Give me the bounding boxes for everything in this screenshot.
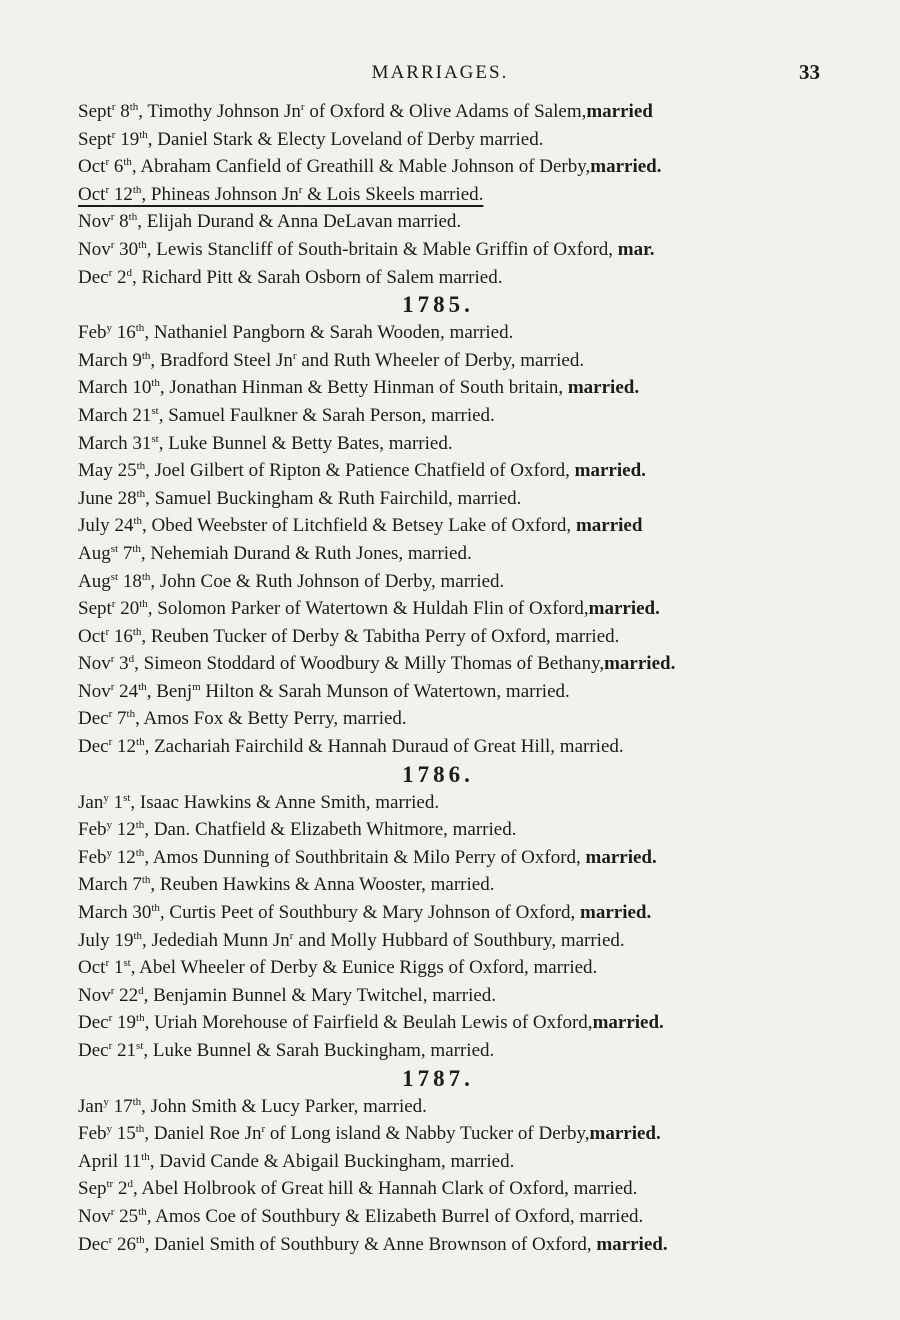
entry-month: Jan	[78, 1095, 104, 1117]
entry-day: 31	[127, 432, 152, 454]
entry-day-ordinal: th	[136, 460, 146, 473]
entry-text: , Obed Weebster of Litchfield & Betsey Lake of Oxford,	[142, 515, 576, 537]
marriage-entry	[78, 927, 838, 955]
entry-text: , Daniel Roe Jn	[144, 1123, 262, 1145]
marriage-entry	[78, 816, 838, 844]
entry-day-ordinal: th	[141, 570, 151, 583]
entry-text-continued: and Ruth Wheeler of Derby, married.	[296, 349, 585, 371]
entry-month-suffix: r	[110, 1205, 115, 1218]
entry-text: , Amos Dunning of Southbritain & Milo Perry of Oxford,	[144, 846, 586, 868]
entry-day: 7	[112, 708, 127, 730]
entry-day: 25	[112, 460, 137, 482]
entry-month: Nov	[78, 653, 111, 675]
entry-text: , David Cande & Abigail Buckingham, married.	[149, 1150, 515, 1172]
year-heading: 1786.	[402, 761, 474, 787]
entry-day: 11	[118, 1150, 142, 1172]
entry-month: Jan	[78, 791, 104, 813]
entry-text: , Solomon Parker of Watertown & Huldah Flin of Oxford,	[147, 598, 589, 620]
marriage-entry	[78, 319, 838, 347]
marriage-entry	[78, 1175, 838, 1203]
entry-month-suffix: r	[111, 101, 116, 113]
entry-month-suffix: r	[111, 598, 116, 611]
entry-month: Dec	[78, 1040, 109, 1061]
entry-name-suffix: r	[261, 1123, 266, 1136]
entry-day-ordinal: th	[135, 1123, 145, 1136]
entry-month-suffix: r	[110, 211, 115, 224]
entry-month: Dec	[78, 708, 109, 730]
entry-day-ordinal: st	[151, 404, 159, 417]
entry-married: married	[586, 101, 653, 122]
entry-day-ordinal: th	[151, 902, 160, 915]
entry-day: 30	[127, 902, 152, 924]
entry-day-ordinal: th	[132, 625, 142, 638]
entry-day: 3	[114, 653, 129, 675]
entry-married: mar.	[617, 238, 655, 260]
entry-day: 6	[109, 156, 124, 178]
entry-text: , Samuel Faulkner & Sarah Person, married.	[158, 404, 495, 426]
marriage-entry	[78, 236, 838, 264]
entry-day-ordinal: th	[151, 377, 160, 390]
entry-text: , Luke Bunnel & Betty Bates, married.	[158, 432, 453, 454]
marriage-entry	[78, 181, 838, 209]
entry-day-ordinal: th	[138, 680, 147, 693]
marriage-entry	[78, 733, 838, 761]
marriage-entry	[78, 430, 838, 458]
entry-month: Nov	[78, 984, 111, 1006]
entry-month: Aug	[78, 542, 111, 564]
entry-day: 20	[115, 598, 140, 620]
entry-day-ordinal: th	[141, 874, 151, 887]
marriage-entry	[78, 402, 838, 430]
entry-name-suffix: r	[292, 349, 297, 362]
marriage-entry	[78, 568, 838, 596]
entry-month: Dec	[78, 1012, 109, 1034]
entry-month-suffix: r	[105, 957, 110, 970]
entry-day-ordinal: st	[151, 432, 159, 445]
entry-day-ordinal: th	[136, 736, 145, 749]
page-number: 33	[799, 60, 820, 84]
entry-day: 22	[114, 984, 139, 1006]
marriage-entry	[78, 678, 838, 706]
entry-month-suffix: r	[108, 1233, 113, 1246]
entry-month: July	[78, 515, 110, 537]
entry-day: 21	[127, 404, 152, 426]
entry-month: Sep	[78, 1178, 107, 1200]
entry-text: , Samuel Buckingham & Ruth Fairchild, married.	[145, 487, 522, 509]
entry-month: March	[78, 404, 128, 426]
entry-text: , Abraham Canfield of Greathill & Mable Johnson of Derby,	[131, 156, 591, 178]
entry-married: married.	[592, 1012, 664, 1034]
entry-married: married.	[589, 1123, 661, 1145]
entry-month-suffix: st	[110, 570, 119, 583]
entry-day: 21	[112, 1040, 137, 1061]
entry-name-suffix: r	[289, 929, 294, 942]
entry-day: 26	[112, 1233, 137, 1255]
entry-day-ordinal: st	[123, 957, 131, 970]
entry-day: 19	[115, 128, 140, 150]
page-header	[0, 60, 900, 90]
entry-day: 12	[112, 736, 137, 758]
entry-month: March	[78, 432, 128, 454]
entry-day-ordinal: th	[133, 929, 142, 942]
entry-day: 10	[127, 377, 152, 399]
entry-text: , Bradford Steel Jn	[150, 349, 293, 371]
entry-text: , Abel Holbrook of Great hill & Hannah Clark of Oxford, married.	[132, 1178, 638, 1200]
entry-day-ordinal: th	[133, 515, 142, 528]
entry-month: Oct	[78, 156, 106, 178]
marriage-entry	[78, 954, 838, 982]
entry-month: March	[78, 349, 128, 371]
entry-month: Sept	[78, 128, 112, 150]
marriage-entry	[78, 1093, 838, 1121]
entry-month-suffix: y	[106, 322, 112, 335]
entry-month: July	[78, 929, 110, 951]
entry-month-suffix: r	[105, 183, 110, 196]
entry-text: , John Coe & Ruth Johnson of Derby, married.	[150, 570, 505, 592]
entry-name-suffix: m	[192, 680, 201, 693]
marriage-entry	[78, 153, 838, 181]
entry-day-ordinal: st	[136, 1040, 144, 1052]
entry-month-suffix: r	[110, 984, 115, 997]
entry-married: married	[575, 515, 643, 537]
entry-text: , Jonathan Hinman & Betty Hinman of South britain,	[159, 377, 568, 399]
entry-month-suffix: r	[108, 736, 113, 749]
entry-married: married.	[604, 653, 676, 675]
entry-day: 8	[114, 211, 129, 233]
marriage-entry	[78, 347, 838, 375]
entry-month-suffix: r	[110, 653, 115, 666]
entry-month-suffix: y	[103, 791, 109, 804]
entry-day-ordinal: th	[132, 1095, 142, 1108]
marriage-entry	[78, 899, 838, 927]
entry-month: Feb	[78, 819, 107, 841]
marriage-entry	[78, 264, 838, 292]
entry-month: April	[78, 1150, 119, 1172]
entry-text: , Elijah Durand & Anna DeLavan married.	[137, 211, 462, 233]
entry-text: , Joel Gilbert of Ripton & Patience Chatfield of Oxford,	[145, 460, 575, 482]
entry-married: married.	[585, 846, 657, 868]
entry-month-suffix: r	[105, 625, 110, 638]
entry-name-suffix: r	[298, 183, 303, 196]
entry-day-ordinal: d	[126, 266, 133, 279]
marriage-entry	[78, 705, 838, 733]
entry-month: Sept	[78, 598, 112, 620]
entry-month: Dec	[78, 1233, 109, 1255]
entry-text: , Timothy Johnson Jn	[138, 101, 301, 122]
marriage-entry	[78, 1231, 838, 1259]
entry-text: , Luke Bunnel & Sarah Buckingham, married.	[143, 1040, 495, 1061]
entry-married: married.	[580, 902, 652, 924]
entry-month-suffix: r	[108, 266, 113, 279]
entry-day: 12	[109, 183, 133, 205]
entry-month: Sept	[78, 101, 112, 122]
entry-day: 2	[113, 1178, 128, 1200]
entry-text: , Jedediah Munn Jn	[142, 929, 290, 951]
marriage-entry	[78, 540, 838, 568]
entry-day: 12	[112, 819, 136, 841]
entry-text: , Amos Coe of Southbury & Elizabeth Burrel of Oxford, married.	[146, 1205, 644, 1227]
marriage-entry	[78, 982, 838, 1010]
year-heading: 1787.	[402, 1065, 474, 1091]
entry-text: , Daniel Smith of Southbury & Anne Brownson of Oxford,	[144, 1233, 597, 1255]
entry-text: , Phineas Johnson Jn	[141, 183, 299, 205]
entry-day-ordinal: th	[136, 1233, 145, 1246]
marriage-entry	[78, 1009, 838, 1037]
entry-day: 16	[112, 322, 136, 344]
entry-text: , Nehemiah Durand & Ruth Jones, married.	[140, 542, 472, 564]
entry-month: Feb	[78, 846, 107, 868]
entry-day: 9	[127, 349, 142, 371]
entry-day: 18	[118, 570, 142, 592]
entry-month-suffix: r	[108, 708, 113, 721]
entry-month-suffix: tr	[106, 1178, 114, 1191]
entry-month-suffix: r	[108, 1012, 113, 1025]
entry-day-ordinal: th	[135, 846, 145, 859]
entry-day: 7	[127, 874, 142, 896]
entry-married: married.	[588, 598, 660, 620]
entry-month: Oct	[78, 957, 106, 979]
entry-day: 24	[109, 515, 134, 537]
entry-day: 25	[114, 1205, 139, 1227]
marriage-entry	[78, 623, 838, 651]
marriage-entry	[78, 98, 838, 126]
entry-month-suffix: r	[110, 680, 115, 693]
marriage-records	[78, 98, 838, 1258]
entry-day-ordinal: th	[132, 542, 141, 555]
entry-day: 8	[115, 101, 130, 122]
marriage-entry	[78, 485, 838, 513]
entry-text: , Amos Fox & Betty Perry, married.	[135, 708, 407, 730]
entry-text-continued: Hilton & Sarah Munson of Watertown, married.	[200, 680, 570, 702]
entry-day-ordinal: th	[141, 349, 151, 362]
entry-day-ordinal: th	[139, 128, 148, 141]
entry-month-suffix: st	[110, 542, 119, 555]
entry-text: , Dan. Chatfield & Elizabeth Whitmore, married.	[144, 819, 517, 841]
entry-married: married.	[574, 460, 646, 482]
entry-text: , Uriah Morehouse of Fairfield & Beulah Lewis of Oxford,	[144, 1012, 593, 1034]
entry-month: Nov	[78, 680, 111, 702]
entry-text-continued: of Long island & Nabby Tucker of Derby,	[265, 1123, 590, 1145]
entry-name-suffix: r	[300, 101, 305, 113]
running-head: MARRIAGES.	[371, 62, 509, 83]
entry-text-continued: of Oxford & Olive Adams of Salem,	[304, 101, 587, 122]
marriage-entry	[78, 595, 838, 623]
entry-month: Dec	[78, 266, 109, 288]
entry-month-suffix: y	[106, 819, 112, 832]
entry-text: , Lewis Stancliff of South-britain & Mable Griffin of Oxford,	[146, 238, 618, 260]
entry-day: 30	[114, 238, 139, 260]
entry-day: 16	[109, 625, 133, 647]
entry-text: , Reuben Hawkins & Anna Wooster, married.	[150, 874, 495, 896]
entry-day-ordinal: th	[128, 211, 138, 224]
entry-day: 19	[112, 1012, 137, 1034]
entry-month: Oct	[78, 183, 106, 205]
entry-text: , Benjamin Bunnel & Mary Twitchel, married.	[143, 984, 497, 1006]
marriage-entry	[78, 374, 838, 402]
entry-month: Dec	[78, 736, 109, 758]
marriage-entry	[78, 126, 838, 154]
marriage-entry	[78, 789, 838, 817]
entry-text: , Zachariah Fairchild & Hannah Duraud of Great Hill, married.	[144, 736, 624, 758]
entry-day: 2	[112, 266, 127, 288]
entry-day-ordinal: th	[138, 1205, 147, 1218]
marriage-entry	[78, 1148, 838, 1176]
entry-text-continued: & Lois Skeels married.	[302, 183, 484, 205]
entry-month: Oct	[78, 625, 106, 647]
entry-day-ordinal: th	[139, 598, 148, 611]
entry-month: Feb	[78, 1123, 107, 1145]
entry-month: March	[78, 874, 128, 896]
marriage-entry	[78, 844, 838, 872]
entry-day-ordinal: d	[127, 1178, 133, 1191]
entry-day: 17	[108, 1095, 133, 1117]
entry-month: Feb	[78, 322, 107, 344]
entry-day-ordinal: th	[132, 183, 142, 196]
entry-month: Aug	[78, 570, 111, 592]
entry-month: Nov	[78, 1205, 111, 1227]
entry-day: 19	[109, 929, 134, 951]
entry-day: 28	[112, 487, 137, 509]
entry-text: , Abel Wheeler of Derby & Eunice Riggs of Oxford, married.	[130, 957, 598, 979]
entry-month: March	[78, 902, 128, 924]
entry-day: 24	[114, 680, 139, 702]
entry-day-ordinal: st	[123, 791, 131, 804]
entry-day-ordinal: d	[138, 984, 144, 997]
entry-day-ordinal: d	[128, 653, 135, 666]
entry-text: , Richard Pitt & Sarah Osborn of Salem married.	[132, 266, 503, 288]
marriage-entry	[78, 1037, 838, 1065]
entry-day: 1	[109, 957, 124, 979]
entry-text: , Simeon Stoddard of Woodbury & Milly Thomas of Bethany,	[134, 653, 605, 675]
marriage-entry	[78, 871, 838, 899]
entry-month: June	[78, 487, 113, 509]
entry-day-ordinal: th	[136, 487, 146, 500]
entry-day-ordinal: th	[126, 708, 136, 721]
entry-month: Nov	[78, 211, 111, 233]
marriage-entry	[78, 512, 838, 540]
year-heading: 1785.	[402, 292, 474, 318]
entry-day: 1	[108, 791, 124, 813]
marriage-entry	[78, 457, 838, 485]
entry-day: 15	[112, 1123, 136, 1145]
entry-day-ordinal: th	[135, 819, 145, 832]
marriage-entry	[78, 1203, 838, 1231]
entry-day-ordinal: th	[141, 1150, 150, 1163]
entry-month-suffix: y	[106, 1123, 112, 1136]
entry-text: , Curtis Peet of Southbury & Mary Johnson of Oxford,	[159, 902, 580, 924]
entry-month-suffix: r	[105, 156, 110, 169]
entry-day-ordinal: th	[123, 156, 132, 169]
entry-month-suffix: y	[103, 1095, 109, 1108]
entry-day-ordinal: th	[129, 101, 139, 113]
entry-day: 12	[112, 846, 136, 868]
entry-text: , Reuben Tucker of Derby & Tabitha Perry of Oxford, married.	[141, 625, 620, 647]
marriage-entry	[78, 650, 838, 678]
marriage-entry	[78, 208, 838, 236]
entry-text: , Daniel Stark & Electy Loveland of Derby married.	[147, 128, 544, 150]
entry-text-continued: and Molly Hubbard of Southbury, married.	[293, 929, 625, 951]
entry-day: 7	[118, 542, 133, 564]
entry-month: Nov	[78, 238, 111, 260]
marriage-entry	[78, 1120, 838, 1148]
entry-month-suffix: r	[108, 1040, 113, 1052]
entry-day-ordinal: th	[135, 322, 145, 335]
entry-married: married.	[590, 156, 662, 178]
entry-month-suffix: y	[106, 846, 112, 859]
entry-month: March	[78, 377, 128, 399]
entry-text: , Benj	[146, 680, 193, 702]
entry-month-suffix: r	[110, 238, 115, 251]
entry-married: married.	[567, 377, 640, 399]
entry-month-suffix: r	[111, 128, 116, 141]
entry-married: married.	[596, 1233, 668, 1255]
entry-day-ordinal: th	[136, 1012, 145, 1025]
entry-month: May	[78, 460, 113, 482]
entry-day-ordinal: th	[138, 238, 147, 251]
entry-text: , Nathaniel Pangborn & Sarah Wooden, married.	[144, 322, 514, 344]
entry-text: , John Smith & Lucy Parker, married.	[141, 1095, 427, 1117]
entry-text: , Isaac Hawkins & Anne Smith, married.	[130, 791, 440, 813]
